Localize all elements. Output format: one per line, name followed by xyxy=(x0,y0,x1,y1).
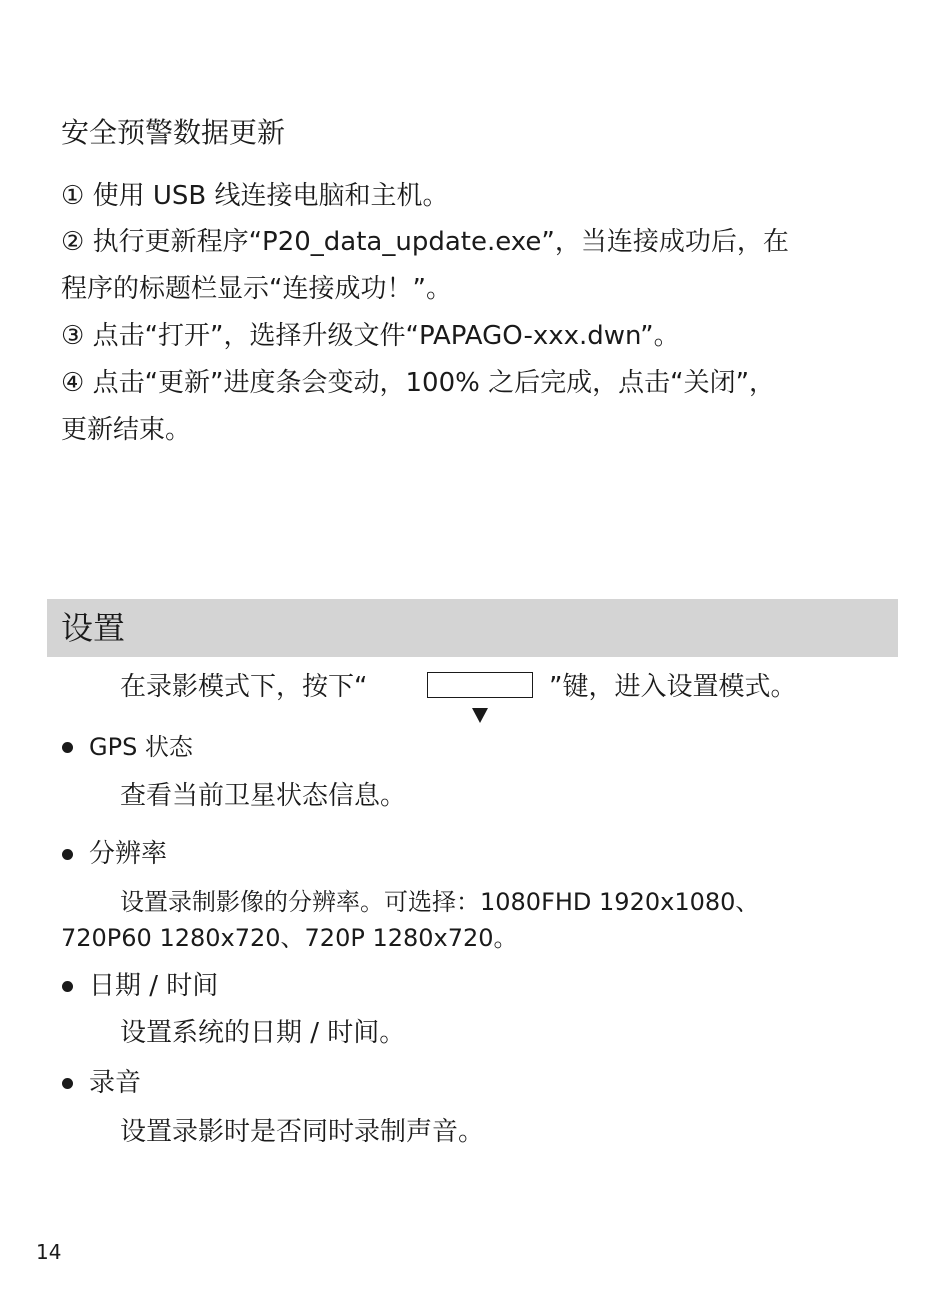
step-4-line-1: ④ 点击“更新”进度条会变动，100% 之后完成，点击“关闭”， xyxy=(61,368,776,398)
item-datetime-desc: 设置系统的日期 / 时间。 xyxy=(120,1018,406,1048)
step-3: ③ 点击“打开”，选择升级文件“PAPAGO-xxx.dwn”。 xyxy=(61,321,680,351)
item-resolution-label: 分辨率 xyxy=(89,839,168,869)
step-4-line-2: 更新结束。 xyxy=(61,415,192,445)
page-number: 14 xyxy=(36,1240,62,1264)
item-gps-label: GPS 状态 xyxy=(89,733,193,761)
item-datetime-label: 日期 / 时间 xyxy=(89,971,219,1001)
item-resolution-desc-line-2: 720P60 1280x720、720P 1280x720。 xyxy=(61,924,518,952)
item-audio-desc: 设置录影时是否同时录制声音。 xyxy=(120,1117,485,1147)
step-2-line-1: ② 执行更新程序“P20_data_update.exe”，当连接成功后，在 xyxy=(61,227,789,257)
item-audio-label: 录音 xyxy=(89,1068,142,1098)
update-heading: 安全预警数据更新 xyxy=(61,116,286,149)
item-resolution-desc-line-1: 设置录制影像的分辨率。可选择：1080FHD 1920x1080、 xyxy=(120,888,760,916)
bullet-icon xyxy=(62,1078,73,1089)
settings-intro-after: ”键，进入设置模式。 xyxy=(549,672,797,702)
step-2-line-2: 程序的标题栏显示“连接成功！”。 xyxy=(61,274,452,304)
step-1: ① 使用 USB 线连接电脑和主机。 xyxy=(61,181,449,211)
bullet-icon xyxy=(62,849,73,860)
settings-intro-before: 在录影模式下，按下“ xyxy=(120,672,368,702)
bullet-icon xyxy=(62,742,73,753)
settings-title: 设置 xyxy=(61,609,126,647)
menu-key-illustration xyxy=(427,672,533,698)
down-arrow-icon xyxy=(472,708,488,723)
item-gps-desc: 查看当前卫星状态信息。 xyxy=(120,781,407,811)
bullet-icon xyxy=(62,981,73,992)
settings-header-bar xyxy=(47,599,898,657)
